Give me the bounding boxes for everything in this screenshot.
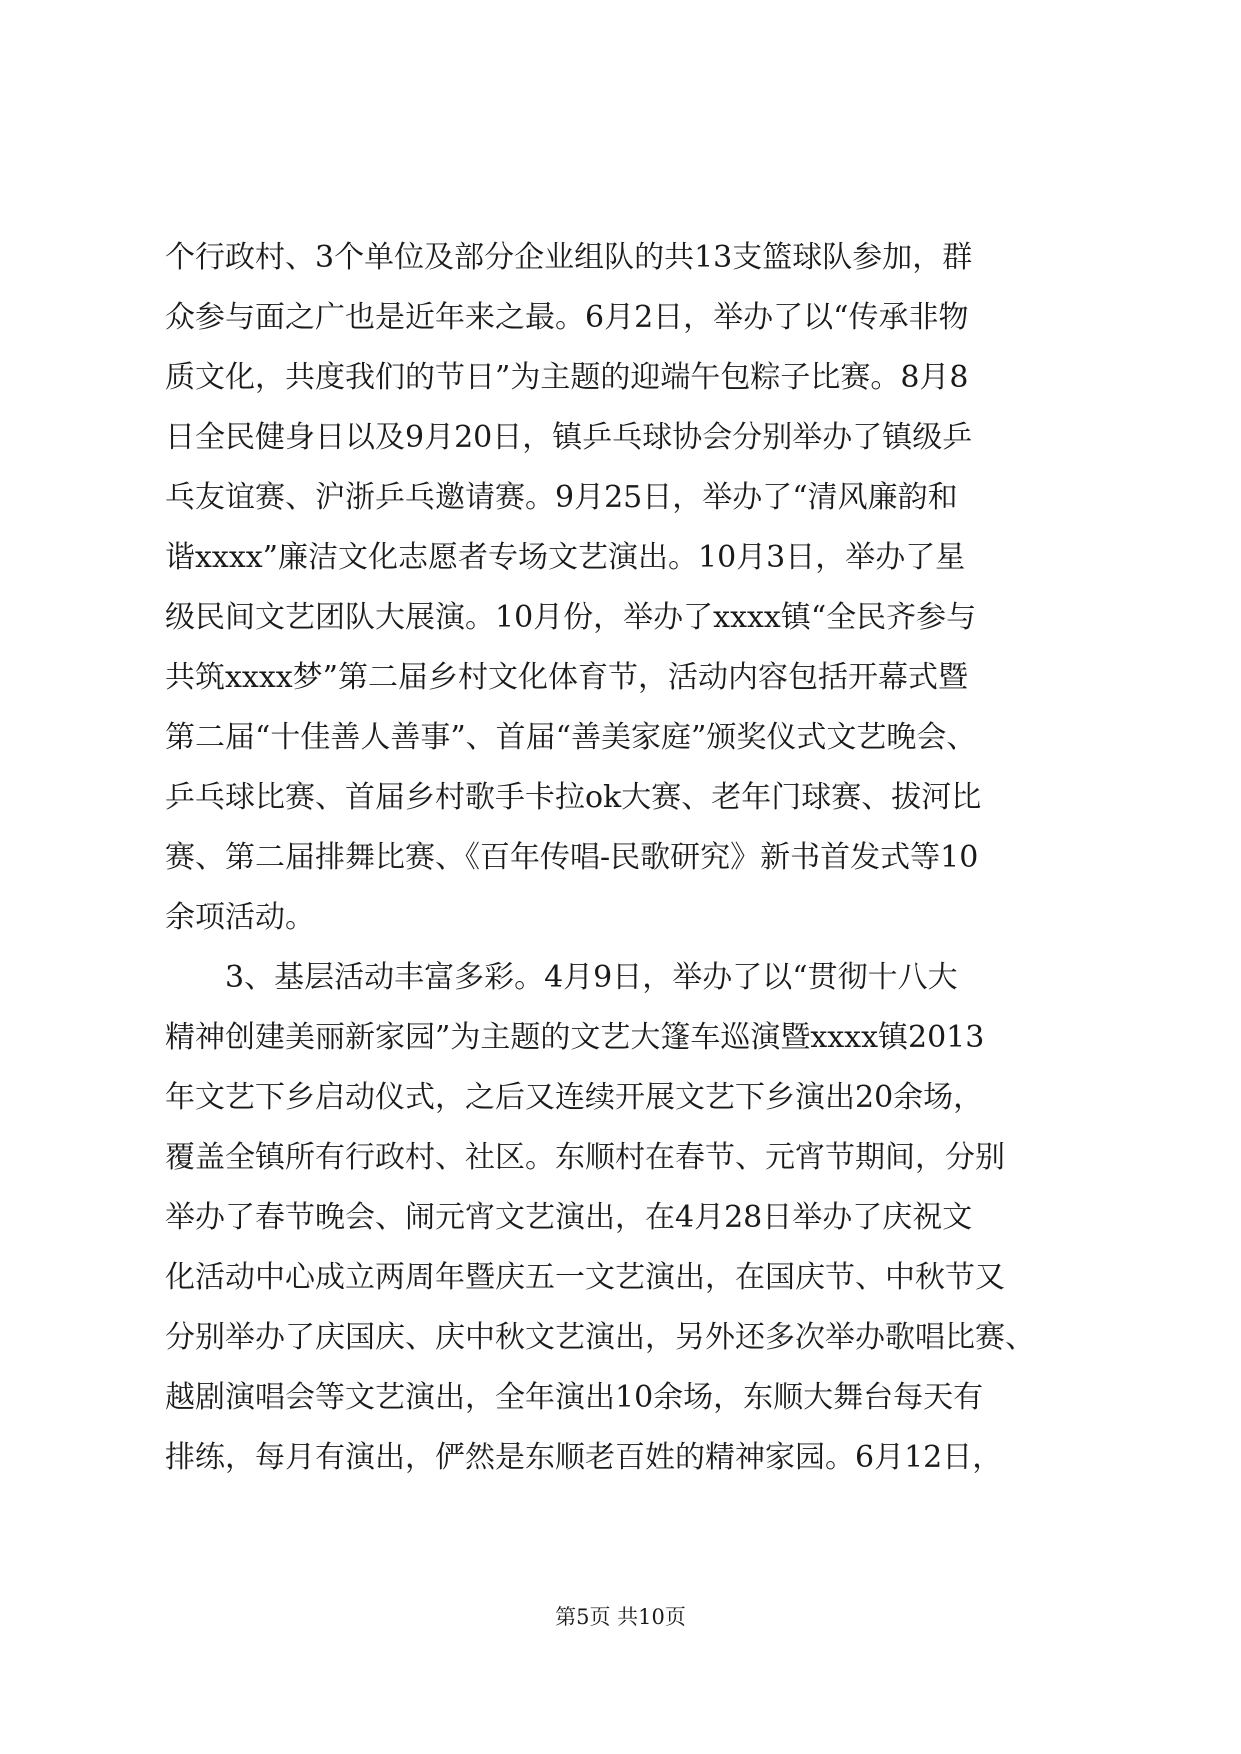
text-line: 质文化，共度我们的节日”为主题的迎端午包粽子比赛。8月8: [165, 360, 969, 395]
text-line: 化活动中心成立两周年暨庆五一文艺演出，在国庆节、中秋节又: [165, 1260, 1005, 1295]
text-line: 举办了春节晚会、闹元宵文艺演出，在4月28日举办了庆祝文: [165, 1200, 973, 1235]
page-footer: [0, 1602, 1241, 1632]
text-line: 级民间文艺团队大展演。10月份，举办了xxxx镇“全民齐参与: [165, 600, 977, 635]
text-line: 日全民健身日以及9月20日，镇乒乓球协会分别举办了镇级乒: [165, 420, 973, 455]
text-line: 年文艺下乡启动仪式，之后又连续开展文艺下乡演出20余场，: [165, 1080, 984, 1115]
text-line: 众参与面之广也是近年来之最。6月2日，举办了以“传承非物: [165, 300, 969, 335]
text-line: 赛、第二届排舞比赛、《百年传唱-民歌研究》新书首发式等10: [165, 840, 979, 875]
text-line: 越剧演唱会等文艺演出，全年演出10余场，东顺大舞台每天有: [165, 1380, 984, 1415]
page-number: 第5页 共10页: [555, 1605, 686, 1629]
text-line: 共筑xxxx梦”第二届乡村文化体育节，活动内容包括开幕式暨: [165, 660, 969, 695]
text-line: 乒乓球比赛、首届乡村歌手卡拉ok大赛、老年门球赛、拔河比: [165, 780, 982, 815]
text-line: 3、基层活动丰富多彩。4月9日，举办了以“贯彻十八大: [165, 960, 958, 995]
body-text: [165, 228, 1085, 1488]
text-line: 分别举办了庆国庆、庆中秋文艺演出，另外还多次举办歌唱比赛、: [165, 1320, 1035, 1355]
text-line: 覆盖全镇所有行政村、社区。东顺村在春节、元宵节期间，分别: [165, 1140, 1005, 1175]
text-line: 乓友谊赛、沪浙乒乓邀请赛。9月25日，举办了“清风廉韵和: [165, 480, 958, 515]
text-line: 精神创建美丽新家园”为主题的文艺大篷车巡演暨xxxx镇2013: [165, 1020, 985, 1055]
text-line: 排练，每月有演出，俨然是东顺老百姓的精神家园。6月12日，: [165, 1440, 1003, 1475]
text-line: 第二届“十佳善人善事”、首届“善美家庭”颁奖仪式文艺晚会、: [165, 720, 977, 755]
text-line: 个行政村、3个单位及部分企业组队的共13支篮球队参加，群: [165, 240, 973, 275]
text-line: 余项活动。: [165, 900, 315, 935]
text-line: 谐xxxx”廉洁文化志愿者专场文艺演出。10月3日，举办了星: [165, 540, 966, 575]
